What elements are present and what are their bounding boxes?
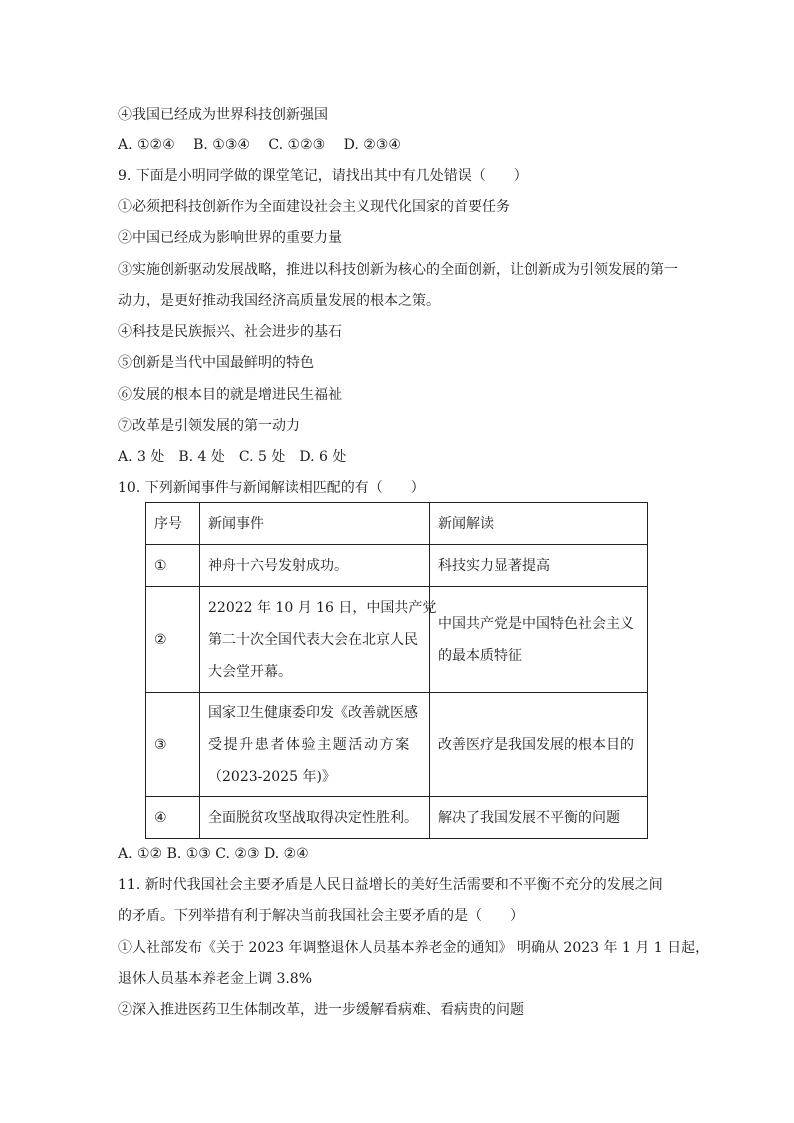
row-event: 全面脱贫攻坚战取得决定性胜利。: [200, 797, 430, 839]
q9-item-5: ⑤创新是当代中国最鲜明的特色: [118, 355, 314, 371]
row-interp-line: 的最本质特征: [438, 647, 522, 664]
header-seq: 序号: [146, 503, 200, 545]
table-row: [146, 693, 648, 797]
q11-item-1-continued: 退休人员基本养老金上调 3.8%: [118, 971, 313, 987]
row-seq: ②: [146, 587, 200, 693]
row-event-line: （2023-2025 年)》: [208, 768, 336, 785]
row-interpretation: 改善医疗是我国发展的根本目的: [430, 693, 648, 797]
q11-item-2: ②深入推进医药卫生体制改革，进一步缓解看病难、看病贵的问题: [118, 1002, 524, 1018]
q9-item-3: ③实施创新驱动发展战略，推进以科技创新为核心的全面创新，让创新成为引领发展的第一: [118, 262, 678, 278]
news-table: [145, 502, 648, 839]
row-event: [200, 587, 437, 693]
table-row: [146, 797, 648, 839]
q11-stem-line-2: 的矛盾。下列举措有利于解决当前我国社会主要矛盾的是（ ）: [118, 908, 524, 924]
row-event-line: 国家卫生健康委印发《改善就医感: [208, 704, 418, 721]
q9-item-2: ②中国已经成为影响世界的重要力量: [118, 230, 342, 246]
table-header-row: [146, 503, 648, 545]
q8-answer-options: A. ①②④ B. ①③④ C. ①②③ D. ②③④: [118, 137, 401, 153]
row-interp-line: 中国共产党是中国特色社会主义: [438, 615, 634, 632]
q10-answer-options: A. ①② B. ①③ C. ②③ D. ②④: [118, 846, 309, 862]
q9-stem: 9. 下面是小明同学做的课堂笔记，请找出其中有几处错误（ ）: [118, 168, 528, 184]
row-event-line: 第二十次全国代表大会在北京人民: [208, 631, 418, 648]
row-event-line: 大会堂开幕。: [208, 663, 292, 680]
q8-option-item-4: ④我国已经成为世界科技创新强国: [118, 107, 328, 123]
row-event: [200, 693, 430, 797]
q11-item-1: ①人社部发布《关于 2023 年调整退休人员基本养老金的通知》 明确从 2023 年 1 月 1 日起，: [118, 940, 710, 956]
row-event-line: 受提升患者体验主题活动方案: [208, 736, 411, 753]
header-interpretation: 新闻解读: [430, 503, 648, 545]
q9-answer-options: A. 3 处 B. 4 处 C. 5 处 D. 6 处: [118, 449, 347, 465]
header-event: 新闻事件: [200, 503, 430, 545]
q9-item-7: ⑦改革是引领发展的第一动力: [118, 418, 300, 434]
q10-stem: 10. 下列新闻事件与新闻解读相匹配的有（ ）: [118, 480, 425, 496]
row-event: 神舟十六号发射成功。: [200, 545, 430, 587]
table-row: [146, 545, 648, 587]
q9-item-4: ④科技是民族振兴、社会进步的基石: [118, 324, 342, 340]
q11-stem-line-1: 11. 新时代我国社会主要矛盾是人民日益增长的美好生活需要和不平衡不充分的发展之间: [118, 877, 663, 893]
row-interpretation: [430, 587, 648, 693]
q9-item-3-continued: 动力，是更好推动我国经济高质量发展的根本之策。: [118, 293, 440, 309]
row-seq: ③: [146, 693, 200, 797]
row-interpretation: 科技实力显著提高: [430, 545, 648, 587]
q9-item-6: ⑥发展的根本目的就是增进民生福祉: [118, 387, 342, 403]
row-seq: ④: [146, 797, 200, 839]
row-event-line: 22022 年 10 月 16 日，中国共产党: [208, 599, 437, 616]
q9-item-1: ①必须把科技创新作为全面建设社会主义现代化国家的首要任务: [118, 199, 510, 215]
row-seq: ①: [146, 545, 200, 587]
row-interpretation: 解决了我国发展不平衡的问题: [430, 797, 648, 839]
table-row: [146, 587, 648, 693]
